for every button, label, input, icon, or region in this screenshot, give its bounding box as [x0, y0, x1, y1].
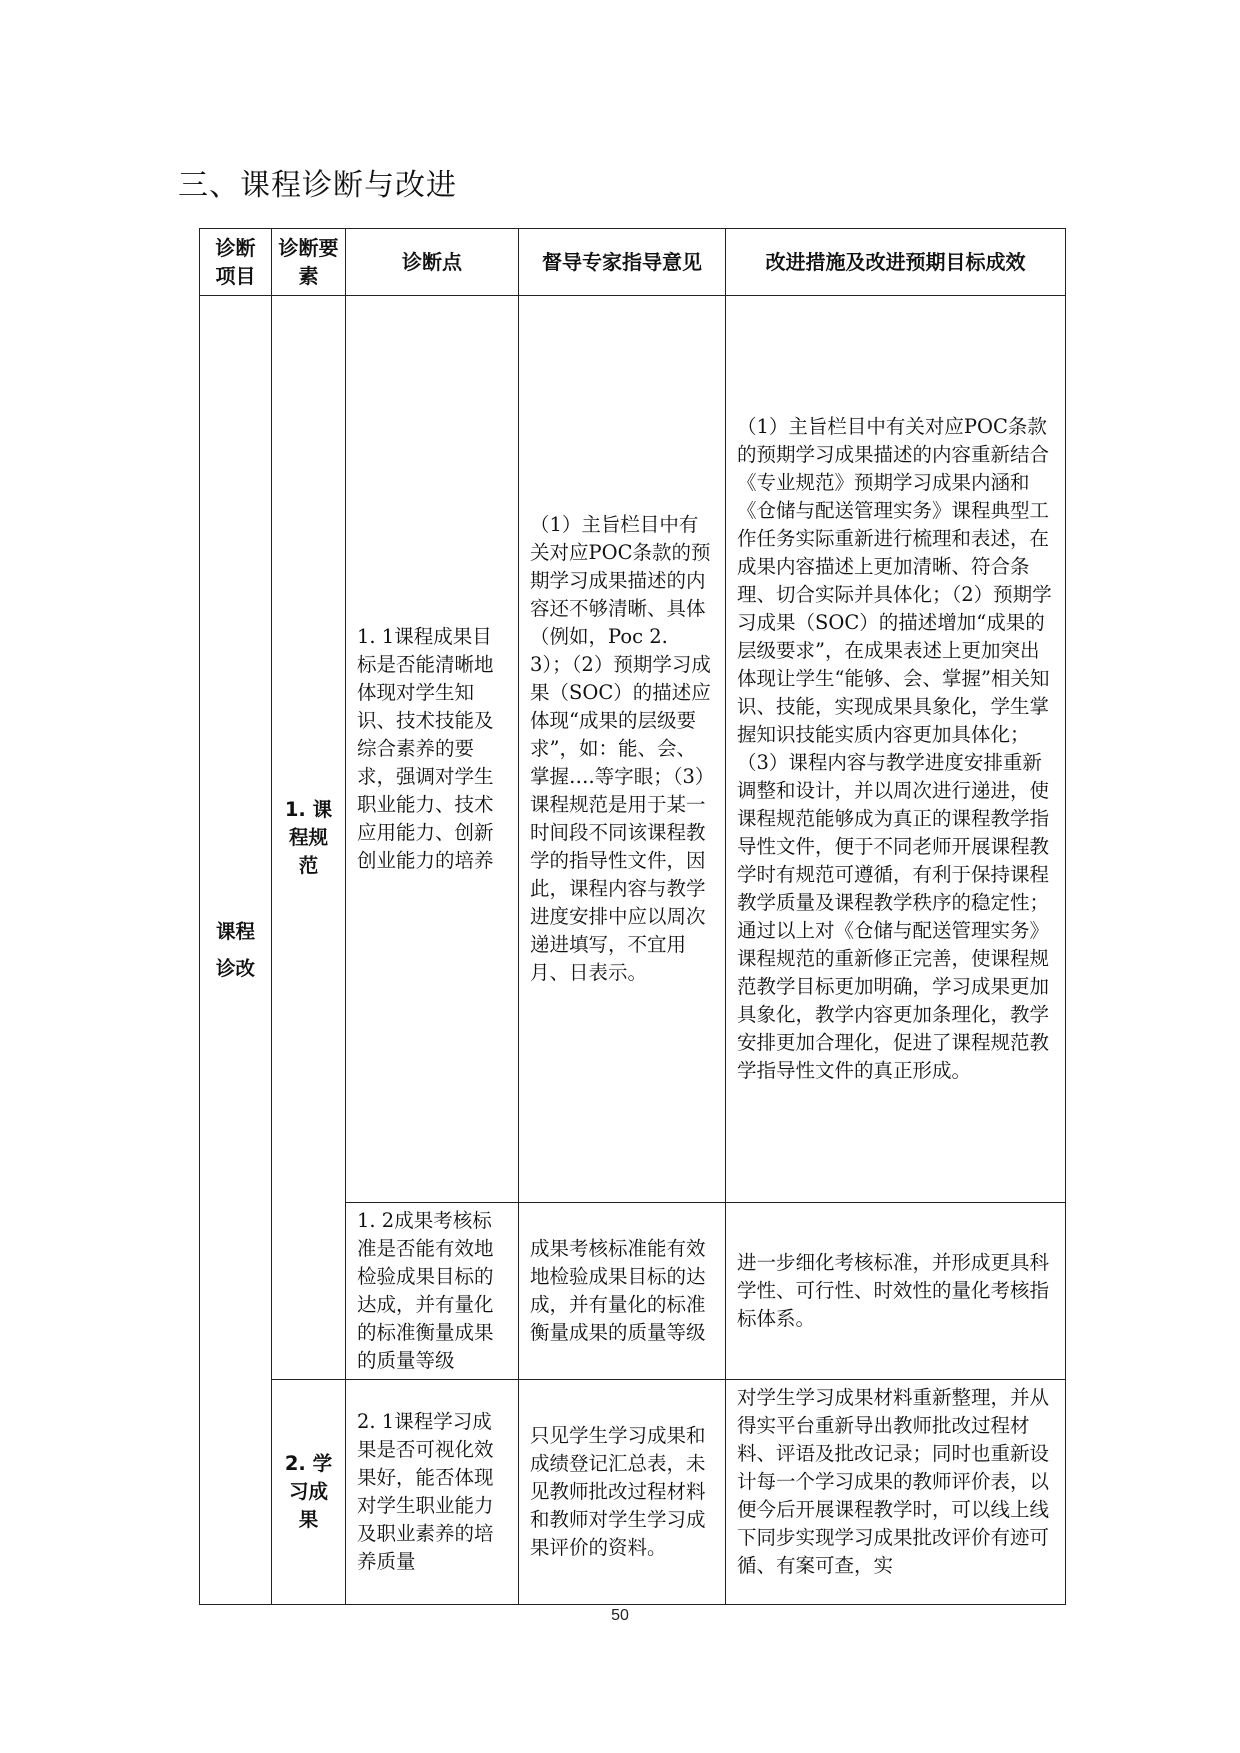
table-header-row	[200, 229, 1066, 296]
expert-opinion-cell: 成果考核标准能有效地检验成果目标的达成，并有量化的标准衡量成果的质量等级	[519, 1203, 726, 1380]
section-title: 三、课程诊断与改进	[178, 168, 457, 203]
diagnosis-project-cell: 课程诊改	[200, 296, 272, 1605]
page-number: 50	[611, 1607, 629, 1624]
table-row	[200, 1380, 1066, 1605]
expert-opinion-cell: 只见学生学习成果和成绩登记汇总表，未见教师批改过程材料和教师对学生学习成果评价的资料。	[519, 1380, 726, 1605]
diagnosis-element-cell: 1. 课程规范	[272, 296, 346, 1380]
diagnosis-table	[199, 228, 1066, 1605]
diagnosis-point-cell: 1. 1课程成果目标是否能清晰地体现对学生知识、技术技能及综合素养的要求，强调对学生职业能力、技术应用能力、创新创业能力的培养	[346, 296, 519, 1203]
improvement-cell: 进一步细化考核标准，并形成更具科学性、可行性、时效性的量化考核指标体系。	[726, 1203, 1066, 1380]
improvement-cell: 对学生学习成果材料重新整理，并从得实平台重新导出教师批改过程材料、评语及批改记录；同时也重新设计每一个学习成果的教师评价表，以便今后开展课程教学时，可以线上线下同步实现学习成果批改评价有迹可循、有案可查，实	[726, 1380, 1066, 1605]
header-opinion: 督导专家指导意见	[519, 229, 726, 296]
diagnosis-point-cell: 1. 2成果考核标准是否能有效地检验成果目标的达成，并有量化的标准衡量成果的质量等级	[346, 1203, 519, 1380]
header-project: 诊断项目	[200, 229, 272, 296]
diagnosis-element-cell: 2. 学习成果	[272, 1380, 346, 1605]
header-improvement: 改进措施及改进预期目标成效	[726, 229, 1066, 296]
table-row	[200, 296, 1066, 1203]
diagnosis-point-cell: 2. 1课程学习成果是否可视化效果好，能否体现对学生职业能力及职业素养的培养质量	[346, 1380, 519, 1605]
header-element: 诊断要素	[272, 229, 346, 296]
header-point: 诊断点	[346, 229, 519, 296]
improvement-cell: （1）主旨栏目中有关对应POC条款的预期学习成果描述的内容重新结合《专业规范》预期学习成果内涵和《仓储与配送管理实务》课程典型工作任务实际重新进行梳理和表述，在成果内容描述上更加清晰、符合条理、切合实际并具体化；（2）预期学习成果（SOC）的描述增加“成果的层级要求”，在成果表述上更加突出体现让学生“能够、会、掌握”相关知识、技能，实现成果具象化，学生掌握知识技能实质内容更加具体化；（3）课程内容与教学进度安排重新调整和设计，并以周次进行递进，使课程规范能够成为真正的课程教学指导性文件，便于不同老师开展课程教学时有规范可遵循，有利于保持课程教学质量及课程教学秩序的稳定性；通过以上对《仓储与配送管理实务》课程规范的重新修正完善，使课程规范教学目标更加明确，学习成果更加具象化，教学内容更加条理化，教学安排更加合理化，促进了课程规范教学指导性文件的真正形成。	[726, 296, 1066, 1203]
expert-opinion-cell: （1）主旨栏目中有关对应POC条款的预期学习成果描述的内容还不够清晰、具体（例如，Poc 2. 3）；（2）预期学习成果（SOC）的描述应体现“成果的层级要求”，如：能、会、掌握….等字眼；（3）课程规范是用于某一时间段不同该课程教学的指导性文件，因此，课程内容与教学进度安排中应以周次递进填写，不宜用月、日表示。	[519, 296, 726, 1203]
